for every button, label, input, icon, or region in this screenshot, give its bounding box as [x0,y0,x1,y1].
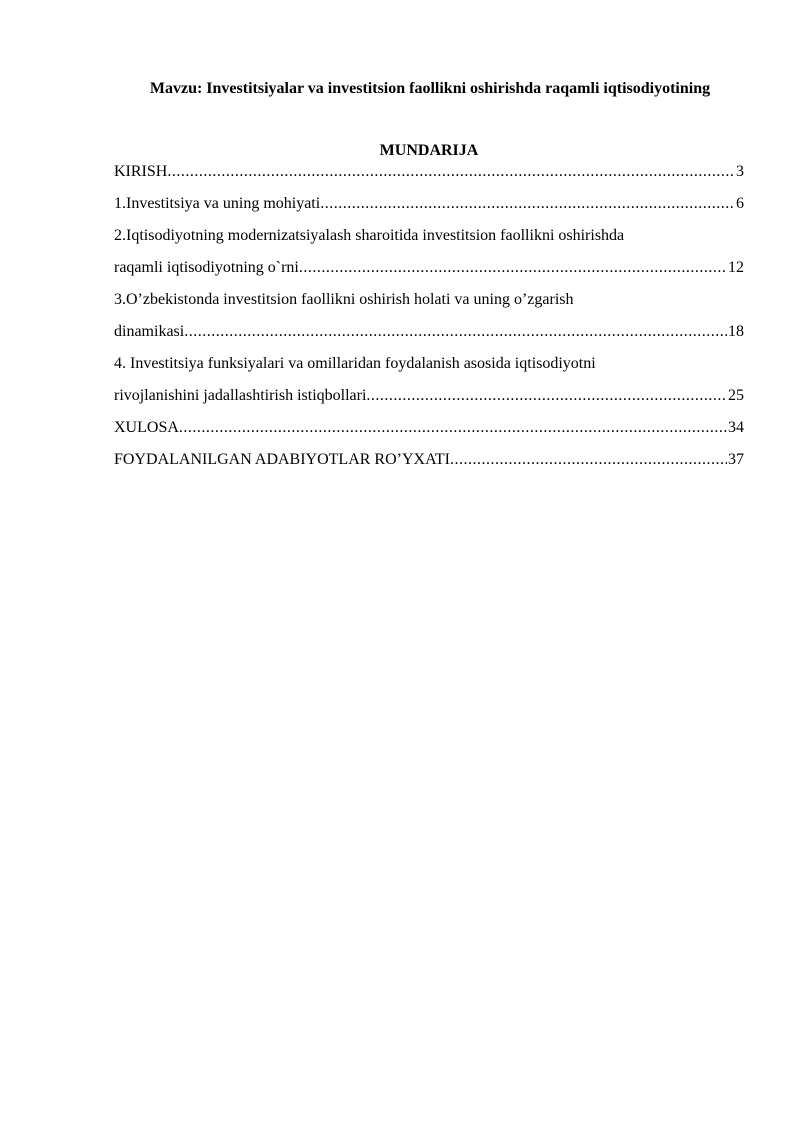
table-of-contents [114,161,744,481]
toc-entry-final-line [114,385,744,407]
document-title: Mavzu: Investitsiyalar va investitsion faollikni oshirishda raqamli iqtisodiyotining [149,80,711,97]
toc-entry-chapter-4[interactable] [114,353,744,407]
toc-entry-text: 1.Investitsiya va uning mohiyati [114,195,321,212]
toc-heading: MUNDARIJA [379,142,479,159]
toc-entry-text: rivojlanishini jadallashtirish istiqbollari [114,387,367,404]
dot-leader [299,257,727,279]
toc-page-number: 25 [728,387,744,404]
toc-entry-chapter-3[interactable] [114,289,744,343]
toc-page-number: 12 [728,259,744,276]
dot-leader [179,417,727,439]
toc-entry-conclusion[interactable] [114,417,744,439]
dot-leader [167,161,735,183]
toc-entry-text-line: 2.Iqtisodiyotning modernizatsiyalash sharoitida investitsion faollikni oshirishda [114,227,625,244]
toc-entry-chapter-1[interactable] [114,193,744,215]
toc-entry-chapter-2[interactable] [114,225,744,279]
toc-entry-references[interactable] [114,449,744,471]
toc-entry-text-line: 3.O’zbekistonda investitsion faollikni oshirish holati va uning o’zgarish [114,291,574,308]
toc-entry-text: raqamli iqtisodiyotning o`rni [114,259,299,276]
toc-entry-text-line: 4. Investitsiya funksiyalari va omillaridan foydalanish asosida iqtisodiyotni [114,355,596,372]
toc-entry-text: FOYDALANILGAN ADABIYOTLAR RO’YXATI [114,451,450,468]
toc-page-number: 37 [728,451,744,468]
toc-entry-text: XULOSA [114,419,179,436]
toc-entry-text: dinamikasi [114,323,185,340]
toc-entry-final-line [114,257,744,279]
toc-entry-final-line [114,321,744,343]
toc-entry-text: KIRISH [114,163,168,180]
toc-page-number: 34 [728,419,744,436]
toc-page-number: 3 [736,163,744,180]
dot-leader [450,449,727,471]
dot-leader [184,321,727,343]
toc-page-number: 18 [728,323,744,340]
toc-page-number: 6 [736,195,744,212]
dot-leader [366,385,727,407]
toc-entry-intro[interactable] [114,161,744,183]
dot-leader [320,193,735,215]
